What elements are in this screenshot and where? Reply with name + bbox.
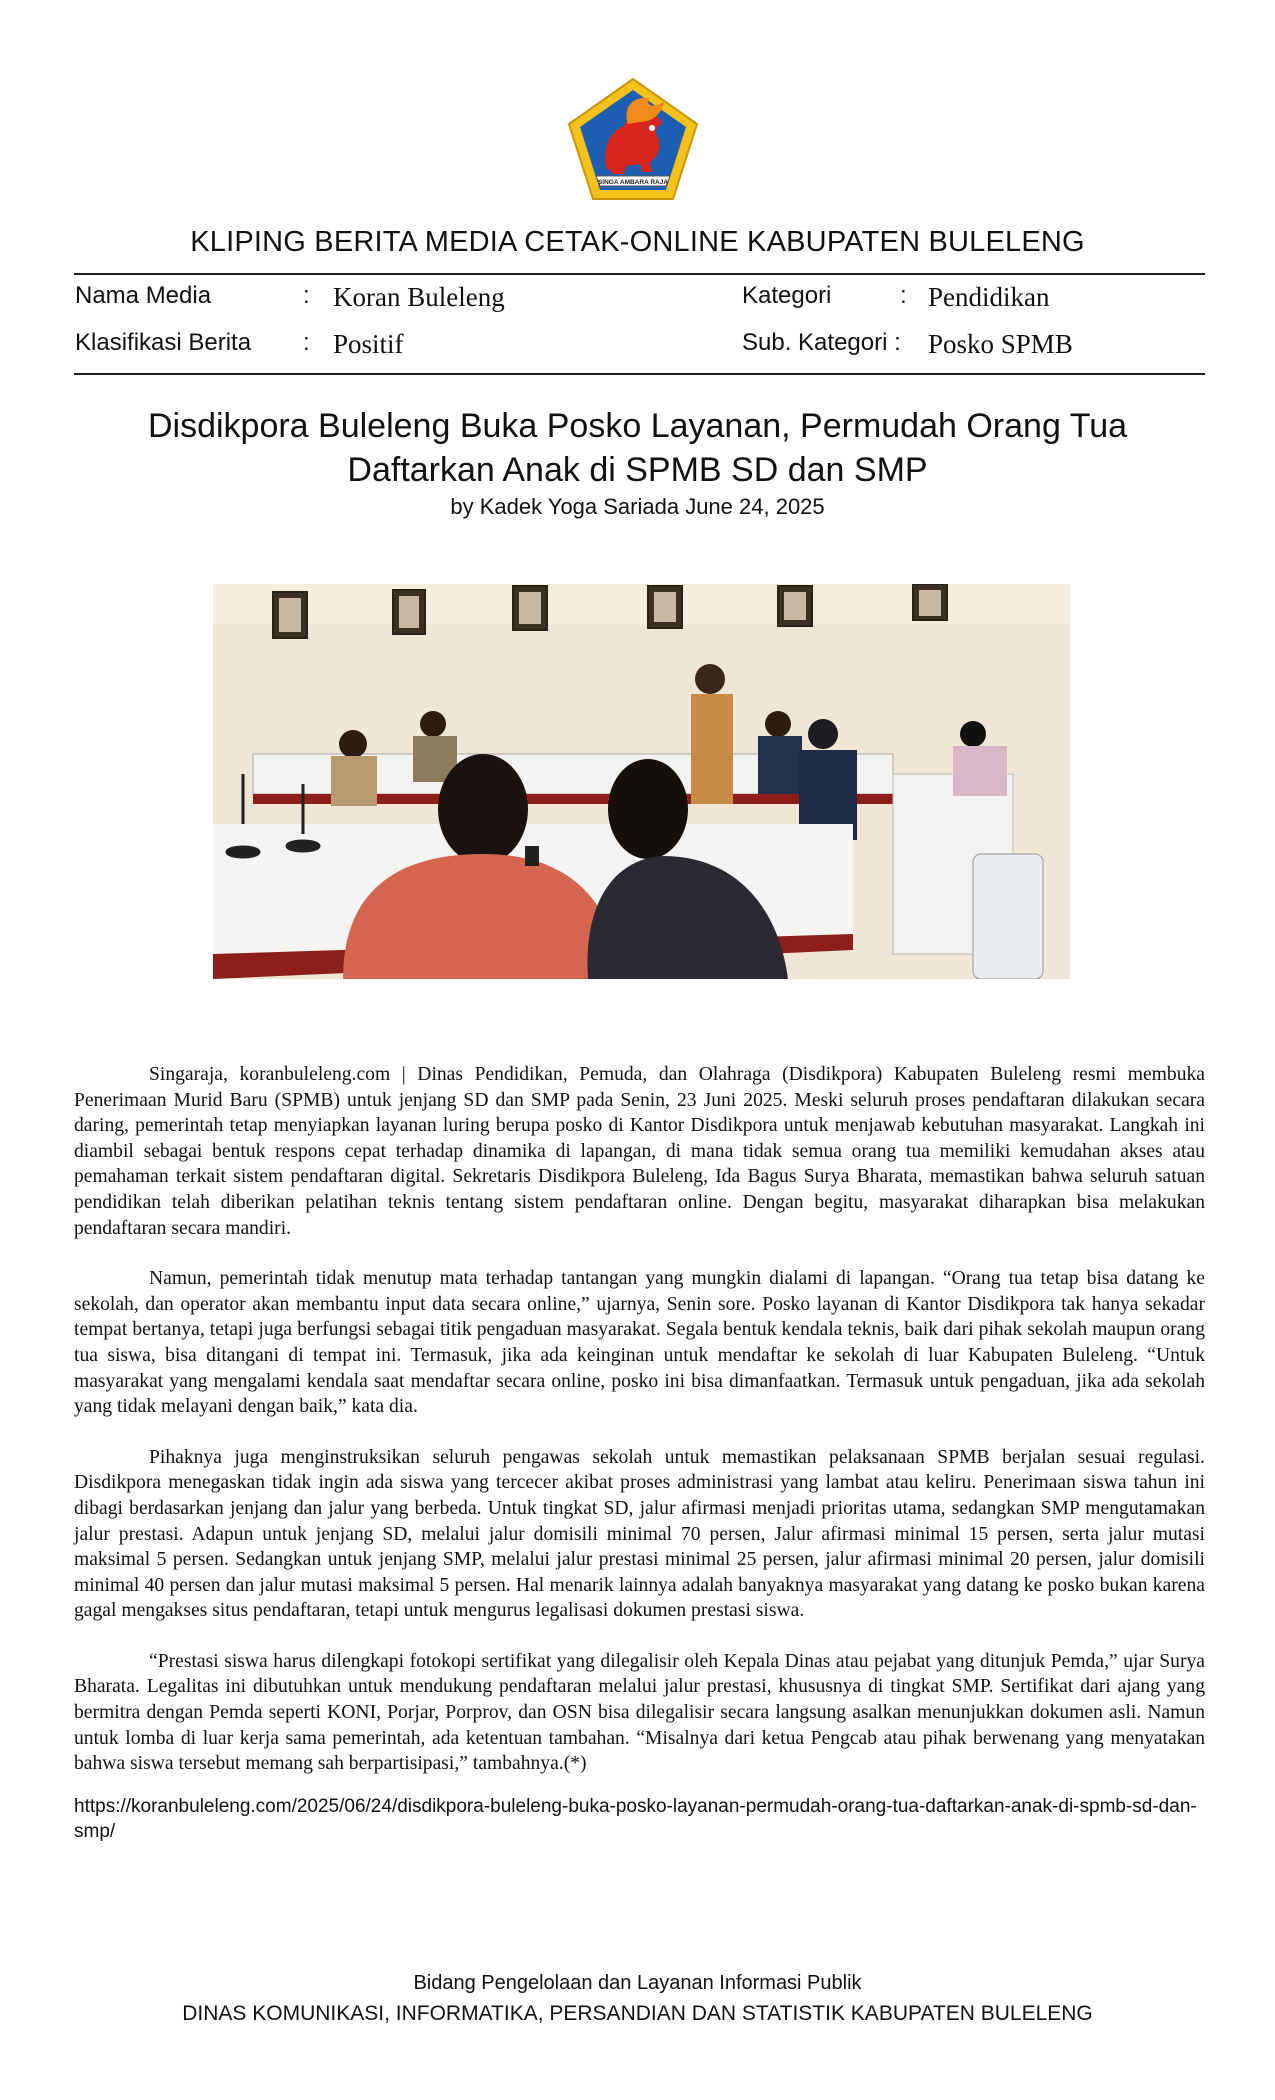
article-paragraph-4: “Prestasi siswa harus dilengkapi fotokopi sertifikat yang dilegalisir oleh Kepala Dinas atau pejabat yang ditunjuk Pemda,” ujar Surya Bharata. Legalitas ini dibutuhkan untuk mendukung pendaftaran melalui jalur prestasi, khususnya di tingkat SMP. Sertifikat dari ajang yang bermitra dengan Pemda seperti KONI, Porjar, Porprov, dan OSN bisa dilegalisir secara langsung asalkan menunjukkan dokumen asli. Namun untuk lomba di luar kerja sama pemerintah, ada ketentuan tambahan. “Misalnya dari ketua Pengcab atau pihak berwenang yang menyatakan bahwa siswa tersebut memang sah berpartisipasi,” tambahnya.(*) <box>74 1650 1205 1775</box>
media-name-label: Nama Media <box>75 282 212 309</box>
article-photo <box>213 584 1070 979</box>
sub-category-value: Posko SPMB <box>928 329 1073 359</box>
article-headline: Disdikpora Buleleng Buka Posko Layanan, Permudah Orang Tua Daftarkan Anak di SPMB SD dan SMP <box>147 407 1128 489</box>
article-paragraph-2: Namun, pemerintah tidak menutup mata terhadap tantangan yang mungkin dialami di lapangan. “Orang tua tetap bisa datang ke sekolah, dan operator akan membantu input data secara online,” ujarnya, Senin sore. Posko layanan di Kantor Disdikpora tak hanya sekadar tempat bertanya, tetapi juga berfungsi sebagai titik pengaduan masyarakat. Segala bentuk kendala teknis, baik dari pihak sekolah maupun orang tua siswa, bisa ditangani di tempat ini. Termasuk, jika ada keinginan untuk mendaftar ke sekolah di luar Kabupaten Buleleng. “Untuk masyarakat yang mengalami kendala saat mendaftar secara online, posko ini bisa dimanfaatkan. Termasuk untuk pengaduan, jika ada sekolah yang tidak melayani dengan baik,” kata dia. <box>74 1268 1205 1418</box>
article-source-link[interactable]: https://koranbuleleng.com/2025/06/24/disdikpora-buleleng-buka-posko-layanan-permudah-orang-tua-daftarkan-anak-di-spmb-sd-dan-smp/ <box>74 1796 1197 1842</box>
article-paragraph-3: Pihaknya juga menginstruksikan seluruh pengawas sekolah untuk memastikan pelaksanaan SPMB berjalan sesuai regulasi. Disdikpora menegaskan tidak ingin ada siswa yang tercecer akibat proses administrasi yang lambat atau keliru. Penerimaan siswa tahun ini dibagi berdasarkan jenjang dan jalur yang berbeda. Untuk tingkat SD, jalur afirmasi menjadi prioritas utama, sedangkan SMP mengutamakan jalur prestasi. Adapun untuk jenjang SD, melalui jalur domisili minimal 70 persen, Jalur afirmasi minimal 15 persen, serta jalur mutasi maksimal 5 persen. Sedangkan untuk jenjang SMP, melalui jalur prestasi minimal 25 persen, jalur afirmasi minimal 20 persen, jalur domisili minimal 40 persen dan jalur mutasi maksimal 5 persen. Hal menarik lainnya adalah banyaknya masyarakat yang datang ke posko bukan karena gagal mengakses situs pendaftaran, tetapi untuk mengurus legalisasi dokumen prestasi siswa. <box>74 1446 1205 1622</box>
news-classification-label: Klasifikasi Berita <box>75 329 252 356</box>
article-body <box>74 1062 1205 1802</box>
logo-motto: SINGA AMBARA RAJA <box>597 179 669 186</box>
media-name-value: Koran Buleleng <box>333 282 505 312</box>
footer-department: Bidang Pengelolaan dan Layanan Informasi Publik <box>413 1972 862 1994</box>
header-bottom-divider <box>74 373 1205 375</box>
regency-emblem-logo <box>566 76 700 202</box>
media-name-colon: : <box>303 282 310 309</box>
news-classification-colon: : <box>303 329 310 356</box>
category-colon: : <box>900 282 907 309</box>
category-label: Kategori <box>742 282 832 309</box>
footer-agency: DINAS KOMUNIKASI, INFORMATIKA, PERSANDIAN DAN STATISTIK KABUPATEN BULELENG <box>182 2002 1093 2025</box>
header-top-divider <box>74 273 1205 275</box>
sub-category-label: Sub. Kategori : <box>742 329 901 356</box>
article-byline: by Kadek Yoga Sariada June 24, 2025 <box>450 494 825 519</box>
article-paragraph-1: Singaraja, koranbuleleng.com | Dinas Pendidikan, Pemuda, dan Olahraga (Disdikpora) Kabupaten Buleleng resmi membuka Penerimaan Murid Baru (SPMB) untuk jenjang SD dan SMP pada Senin, 23 Juni 2025. Meski seluruh proses pendaftaran dilakukan secara daring, pemerintah tetap menyiapkan layanan luring berupa posko di Kantor Disdikpora untuk menjawab kebutuhan masyarakat. Langkah ini diambil sebagai bentuk respons cepat terhadap dinamika di lapangan, di mana tidak semua orang tua memiliki kemudahan akses atau pemahaman terkait sistem pendaftaran digital. Sekretaris Disdikpora Buleleng, Ida Bagus Surya Bharata, memastikan bahwa seluruh satuan pendidikan telah diberikan pelatihan teknis tentang sistem pendaftaran online. Dengan begitu, masyarakat diharapkan bisa melakukan pendaftaran secara mandiri. <box>74 1064 1205 1239</box>
category-value: Pendidikan <box>928 282 1050 312</box>
clipping-header-title: KLIPING BERITA MEDIA CETAK-ONLINE KABUPATEN BULELENG <box>190 226 1085 258</box>
news-classification-value: Positif <box>333 329 404 359</box>
